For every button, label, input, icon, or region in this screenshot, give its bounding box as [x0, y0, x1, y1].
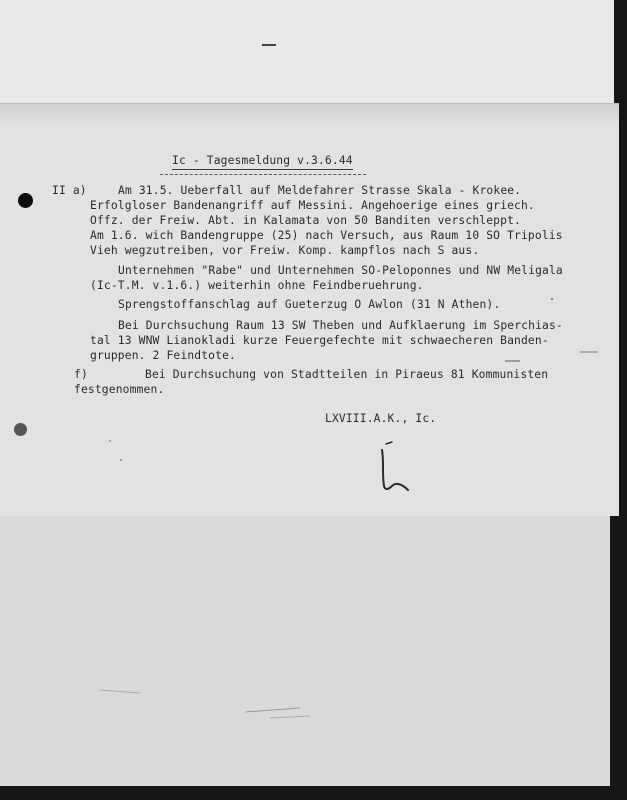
paragraph-b-line: Unternehmen "Rabe" und Unternehmen SO-Peloponnes und NW Meligala — [118, 264, 563, 277]
item-f-label: f) — [74, 368, 88, 381]
paragraph-d-line: gruppen. 2 Feindtote. — [90, 349, 236, 362]
section-label: II a) — [52, 184, 87, 197]
paragraph-d-line: tal 13 WNW Lianokladi kurze Feuergefechte mit schwaecheren Banden- — [90, 334, 549, 347]
paragraph-a-line: Erfolgloser Bandenangriff auf Messini. Angehoerige eines griech. — [90, 199, 535, 212]
document-title: Ic - Tagesmeldung v.3.6.44 — [172, 153, 353, 170]
paragraph-b-line: (Ic-T.M. v.1.6.) weiterhin ohne Feindberuehrung. — [90, 279, 424, 292]
sign-off: LXVIII.A.K., Ic. — [325, 412, 437, 425]
paragraph-a-line: Am 1.6. wich Bandengruppe (25) nach Versuch, aus Raum 10 SO Tripolis — [90, 229, 563, 242]
paragraph-d-line: Bei Durchsuchung Raum 13 SW Theben und Aufklaerung im Sperchias- — [118, 319, 563, 332]
paragraph-f-line: Bei Durchsuchung von Stadtteilen in Piraeus 81 Kommunisten — [145, 368, 549, 381]
paragraph-a-line: Vieh wegzutreiben, vor Freiw. Komp. kampflos nach S aus. — [90, 244, 480, 257]
handwritten-signature — [372, 440, 422, 496]
paragraph-c-line: Sprengstoffanschlag auf Gueterzug O Awlon (31 N Athen). — [118, 298, 501, 311]
paragraph-a-line: Offz. der Freiw. Abt. in Kalamata von 50 Banditen verschleppt. — [90, 214, 521, 227]
paragraph-a-line: Am 31.5. Ueberfall auf Meldefahrer Strasse Skala - Krokee. — [118, 184, 522, 197]
title-underline — [160, 174, 366, 175]
paragraph-f-line: festgenommen. — [74, 383, 165, 396]
